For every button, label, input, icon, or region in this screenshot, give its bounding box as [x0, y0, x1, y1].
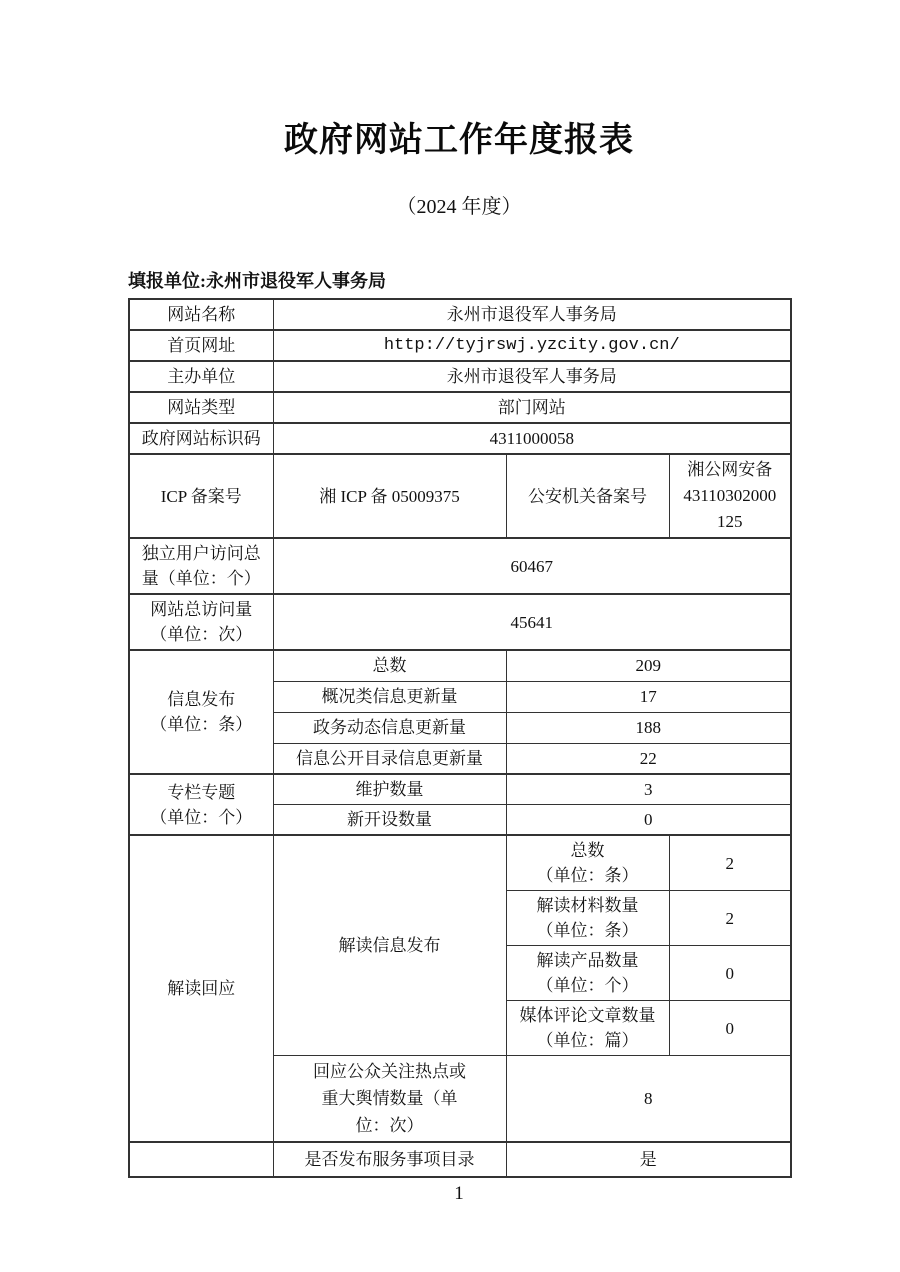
- document-title: 政府网站工作年度报表: [284, 121, 634, 159]
- page-number: 1: [454, 1183, 464, 1204]
- homepage-url-label: 首页网址: [129, 330, 273, 361]
- table-row: [129, 299, 791, 330]
- interpretation-item-label: [506, 891, 669, 946]
- info-publish-item-value: 188: [506, 712, 791, 743]
- site-code-value: 4311000058: [273, 423, 791, 454]
- hotspot-response-label-text: 回应公众关注热点或重大舆情数量（单位：次）: [313, 1062, 466, 1135]
- reporting-unit-line: 填报单位:永州市退役军人事务局: [128, 271, 386, 291]
- service-catalog-label: 是否发布服务事项目录: [273, 1142, 506, 1177]
- table-row: [129, 423, 791, 454]
- info-publish-item-value: 17: [506, 681, 791, 712]
- table-row: [129, 650, 791, 681]
- site-name-value: 永州市退役军人事务局: [273, 299, 791, 330]
- special-columns-unit-text: （单位：个）: [150, 807, 253, 827]
- police-filing-value: [669, 454, 791, 538]
- police-filing-label: 公安机关备案号: [506, 454, 669, 538]
- document-content: [128, 0, 790, 1178]
- site-code-label: 政府网站标识码: [129, 423, 273, 454]
- homepage-url-value: http://tyjrswj.yzcity.gov.cn/: [273, 330, 791, 361]
- interpretation-label: 解读回应: [129, 835, 273, 1142]
- interpretation-item-label-text: 解读材料数量: [536, 896, 639, 915]
- table-row: [129, 392, 791, 423]
- icp-value: 湘 ICP 备 05009375: [273, 454, 506, 538]
- info-publish-unit-text: （单位：条）: [150, 715, 253, 734]
- info-publish-item-label: 政务动态信息更新量: [273, 712, 506, 743]
- special-columns-label-text: 专栏专题: [167, 782, 236, 802]
- info-publish-item-label: 总数: [273, 650, 506, 681]
- interpretation-item-value: 2: [669, 835, 791, 891]
- info-publish-item-value: 209: [506, 650, 791, 681]
- info-publish-item-label: 信息公开目录信息更新量: [273, 743, 506, 774]
- interpretation-item-label: [506, 1001, 669, 1056]
- unique-visitors-label: 独立用户访问总量（单位：个）: [129, 538, 273, 594]
- interpretation-item-value: 0: [669, 1001, 791, 1056]
- table-row: [129, 774, 791, 805]
- table-row: [129, 594, 791, 650]
- table-row: [129, 835, 791, 891]
- interpretation-item-label-text: 媒体评论文章数量: [519, 1006, 656, 1025]
- table-row: [129, 1142, 791, 1177]
- interpretation-item-label: [506, 835, 669, 891]
- empty-cell: [129, 1142, 273, 1177]
- site-type-label: 网站类型: [129, 392, 273, 423]
- site-name-label: 网站名称: [129, 299, 273, 330]
- special-columns-item-label: 维护数量: [273, 774, 506, 805]
- info-publish-item-label: 概况类信息更新量: [273, 681, 506, 712]
- interpretation-item-unit-text: （单位：条）: [536, 866, 639, 885]
- special-columns-label: [129, 774, 273, 835]
- icp-label: ICP 备案号: [129, 454, 273, 538]
- special-columns-item-value: 3: [506, 774, 791, 805]
- interpretation-item-value: 2: [669, 891, 791, 946]
- organizer-value: 永州市退役军人事务局: [273, 361, 791, 392]
- hotspot-response-label: [273, 1056, 506, 1143]
- police-filing-value-text: 湘公网安备 43110302000125: [683, 460, 777, 531]
- table-row: [129, 454, 791, 538]
- interpretation-item-label: [506, 946, 669, 1001]
- special-columns-item-label: 新开设数量: [273, 805, 506, 836]
- hotspot-response-value: 8: [506, 1056, 791, 1143]
- total-visits-label: 网站总访问量（单位：次）: [129, 594, 273, 650]
- unique-visitors-value: 60467: [273, 538, 791, 594]
- table-row: [129, 330, 791, 361]
- total-visits-value: 45641: [273, 594, 791, 650]
- document-subtitle: （2024 年度）: [396, 196, 522, 218]
- info-publish-item-value: 22: [506, 743, 791, 774]
- interpretation-item-unit-text: （单位：篇）: [536, 1031, 639, 1050]
- table-row: [129, 538, 791, 594]
- interpretation-item-unit-text: （单位：条）: [536, 921, 639, 940]
- interpretation-item-label-text: 解读产品数量: [536, 951, 639, 970]
- interpretation-item-value: 0: [669, 946, 791, 1001]
- organizer-label: 主办单位: [129, 361, 273, 392]
- interpretation-publish-label: 解读信息发布: [273, 835, 506, 1056]
- interpretation-item-unit-text: （单位：个）: [536, 976, 639, 995]
- site-type-value: 部门网站: [273, 392, 791, 423]
- service-catalog-value: 是: [506, 1142, 791, 1177]
- info-publish-label: [129, 650, 273, 774]
- interpretation-item-label-text: 总数: [570, 841, 605, 860]
- table-row: [129, 361, 791, 392]
- info-publish-label-text: 信息发布: [167, 690, 236, 709]
- special-columns-item-value: 0: [506, 805, 791, 836]
- annual-report-table: [128, 298, 792, 1178]
